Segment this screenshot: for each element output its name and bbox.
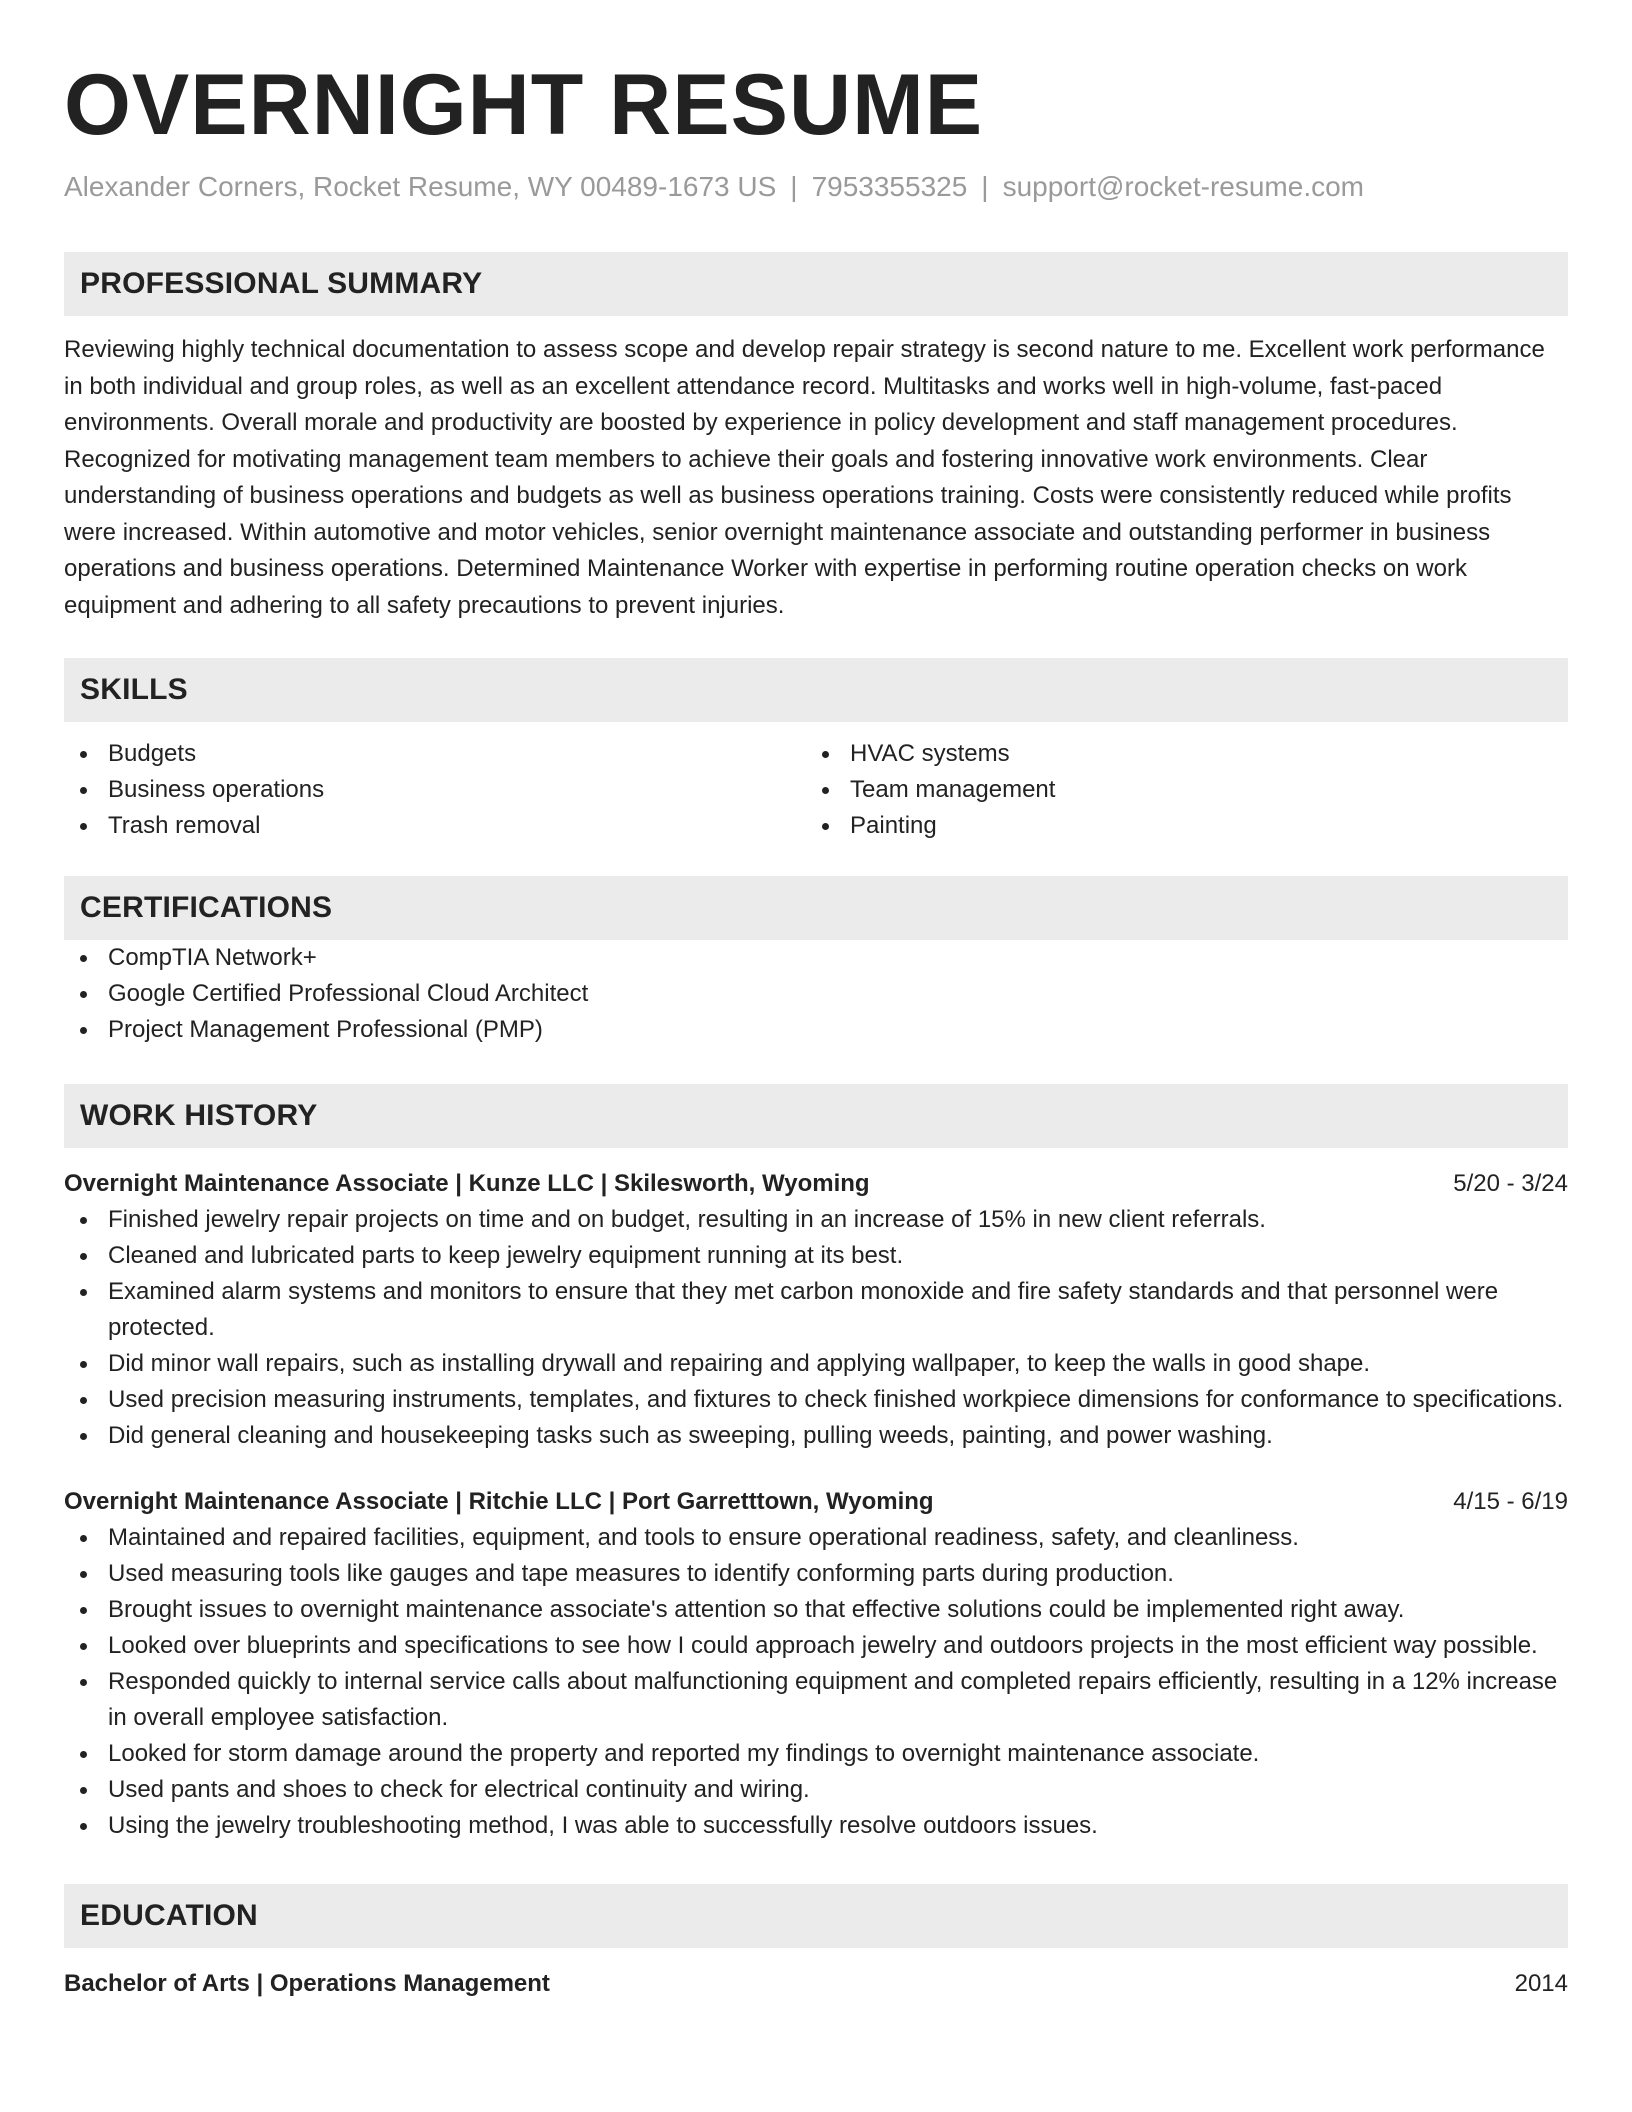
skill-item: Trash removal bbox=[64, 808, 806, 844]
summary-text: Reviewing highly technical documentation to assess scope and develop repair strategy is second nature to me. Excellent work performance in both individual and group roles, as well as an excellent attendance record. Multitasks and works well in high-volume, fast-paced environments. Overall morale and productivity are boosted by experience in policy development and staff management procedures. Recognized for motivating management team members to achieve their goals and fostering innovative work environments. Clear understanding of business operations and budgets as well as business operations training. Costs were consistently reduced while profits were increased. Within automotive and motor vehicles, senior overnight maintenance associate and outstanding performer in business operations and business operations. Determined Maintenance Worker with expertise in performing routine operation checks on work equipment and adhering to all safety precautions to prevent injuries. bbox=[64, 336, 1545, 619]
skill-item: HVAC systems bbox=[806, 736, 1548, 772]
resume-page bbox=[64, 0, 1568, 2002]
section-heading-education: EDUCATION bbox=[64, 1884, 1568, 1948]
job-bullet: Cleaned and lubricated parts to keep jewelry equipment running at its best. bbox=[64, 1238, 1568, 1274]
job-title: Overnight Maintenance Associate | Kunze LLC | Skilesworth, Wyoming bbox=[64, 1170, 870, 1197]
job-bullet: Examined alarm systems and monitors to ensure that they met carbon monoxide and fire safety standards and that personnel were protected. bbox=[64, 1274, 1568, 1346]
skill-item: Painting bbox=[806, 808, 1548, 844]
skill-item: Business operations bbox=[64, 772, 806, 808]
job-dates: 5/20 - 3/24 bbox=[1453, 1170, 1568, 1197]
resume-name: OVERNIGHT RESUME bbox=[64, 57, 984, 153]
contact-address: Alexander Corners, Rocket Resume, WY 00489-1673 US bbox=[64, 171, 777, 202]
job-bullet: Looked over blueprints and specifications to see how I could approach jewelry and outdoors projects in the most efficient way possible. bbox=[64, 1628, 1568, 1664]
skill-item: Team management bbox=[806, 772, 1548, 808]
job-bullet: Brought issues to overnight maintenance associate's attention so that effective solutions could be implemented right away. bbox=[64, 1592, 1568, 1628]
job-dates: 4/15 - 6/19 bbox=[1453, 1488, 1568, 1515]
job-bullet: Looked for storm damage around the property and reported my findings to overnight maintenance associate. bbox=[64, 1736, 1568, 1772]
contact-separator: | bbox=[790, 171, 798, 202]
section-heading-certifications: CERTIFICATIONS bbox=[64, 876, 1568, 940]
skills-list bbox=[64, 736, 1568, 844]
contact-email: support@rocket-resume.com bbox=[1002, 171, 1365, 202]
certification-item: Project Management Professional (PMP) bbox=[64, 1012, 1568, 1048]
job-bullet: Did minor wall repairs, such as installing drywall and repairing and applying wallpaper, to keep the walls in good shape. bbox=[64, 1346, 1568, 1382]
job-bullet: Responded quickly to internal service calls about malfunctioning equipment and completed repairs efficiently, resulting in a 12% increase in overall employee satisfaction. bbox=[64, 1664, 1568, 1736]
certification-item: Google Certified Professional Cloud Architect bbox=[64, 976, 1568, 1012]
section-heading-skills: SKILLS bbox=[64, 658, 1568, 722]
skills-column-right bbox=[806, 736, 1548, 844]
job-bullet: Maintained and repaired facilities, equipment, and tools to ensure operational readiness, safety, and cleanliness. bbox=[64, 1520, 1568, 1556]
job-bullets bbox=[64, 1202, 1568, 1454]
skill-item: Budgets bbox=[64, 736, 806, 772]
job-header bbox=[64, 1484, 1568, 1520]
job-bullet: Finished jewelry repair projects on time and on budget, resulting in an increase of 15% in new client referrals. bbox=[64, 1202, 1568, 1238]
education-entry bbox=[64, 1966, 1568, 2002]
job-bullet: Using the jewelry troubleshooting method, I was able to successfully resolve outdoors issues. bbox=[64, 1808, 1568, 1844]
job-bullet: Used precision measuring instruments, templates, and fixtures to check finished workpiece dimensions for conformance to specifications. bbox=[64, 1382, 1568, 1418]
contact-phone: 7953355325 bbox=[811, 171, 968, 202]
section-heading-summary: PROFESSIONAL SUMMARY bbox=[64, 252, 1568, 316]
job-bullet: Did general cleaning and housekeeping tasks such as sweeping, pulling weeds, painting, and power washing. bbox=[64, 1418, 1568, 1454]
contact-line bbox=[64, 170, 1568, 204]
job-title: Overnight Maintenance Associate | Ritchie LLC | Port Garretttown, Wyoming bbox=[64, 1488, 934, 1515]
job-header bbox=[64, 1166, 1568, 1202]
job-bullet: Used pants and shoes to check for electrical continuity and wiring. bbox=[64, 1772, 1568, 1808]
certification-item: CompTIA Network+ bbox=[64, 940, 1568, 976]
section-heading-work-history: WORK HISTORY bbox=[64, 1084, 1568, 1148]
certifications-list bbox=[64, 940, 1568, 1048]
education-degree: Bachelor of Arts | Operations Management bbox=[64, 1970, 550, 1997]
contact-separator: | bbox=[981, 171, 989, 202]
job-bullet: Used measuring tools like gauges and tape measures to identify conforming parts during production. bbox=[64, 1556, 1568, 1592]
job-bullets bbox=[64, 1520, 1568, 1844]
education-year: 2014 bbox=[1514, 1970, 1568, 1997]
skills-column-left bbox=[64, 736, 806, 844]
